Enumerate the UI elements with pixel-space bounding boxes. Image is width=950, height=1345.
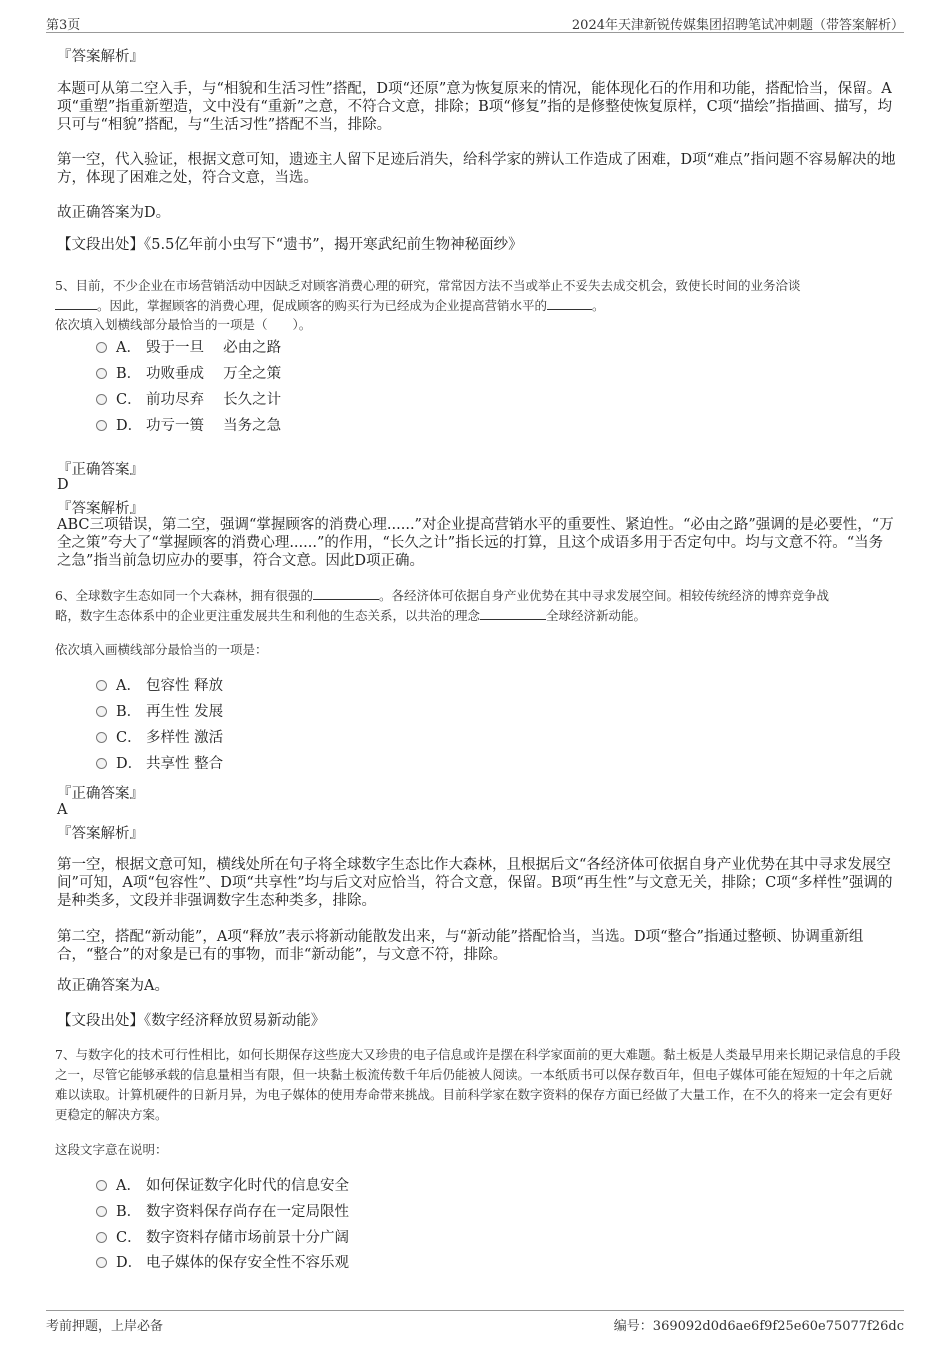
q4-analysis-p3: 故正确答案为D。 [57,205,171,221]
radio-icon[interactable] [96,758,107,769]
document-code: 编号：369092d0d6ae6f9f25e60e75077f26dc [613,1319,904,1334]
radio-icon[interactable] [96,420,107,431]
q5-option-a[interactable]: A． 毁于一旦 必由之路 [96,338,281,358]
page-number: 第3页 [46,18,81,33]
q6-blank-2 [480,607,546,620]
radio-icon[interactable] [96,706,107,717]
q7-option-a[interactable]: A． 如何保证数字化时代的信息安全 [96,1176,349,1196]
q5-stem-line1: 5、目前，不少企业在市场营销活动中因缺乏对顾客消费心理的研究，常常因方法不当或举止不妥失去成交机会，致使长时间的业务洽谈 [55,278,801,293]
q4-analysis-p2: 第一空，代入验证，根据文意可知，遗迹主人留下足迹后消失，给科学家的辨认工作造成了困难，D项“难点”指问题不容易解决的地方，体现了困难之处，符合文意，当选。 [57,152,896,186]
q6-option-a[interactable]: A． 包容性 释放 [96,676,223,696]
q5-stem-line2: 。因此，掌握顾客的消费心理，促成顾客的购买行为已经成为企业提高营销水平的 。 [55,296,903,316]
q4-analysis-title: 『答案解析』 [57,49,144,65]
q6-option-c[interactable]: C． 多样性 激活 [96,728,223,748]
q6-blank-1 [313,587,379,600]
q5-blank-2 [547,297,592,310]
radio-icon[interactable] [96,394,107,405]
q6-option-d[interactable]: D． 共享性 整合 [96,754,223,774]
q5-analysis-title: 『答案解析』 [57,501,144,517]
radio-icon[interactable] [96,732,107,743]
radio-icon[interactable] [96,1232,107,1243]
q6-prompt: 依次填入画横线部分最恰当的一项是： [55,642,268,657]
q7-stem: 7、与数字化的技术可行性相比，如何长期保存这些庞大又珍贵的电子信息或许是摆在科学家面前的更大难题。黏土板是人类最早用来长期记录信息的手段之一，尽管它能够承载的信息量相当有限，但一块黏土板流传数千年后仍能被人阅读。一本纸质书可以保存数百年，但电子媒体可能在短短的十年之后就难以读取。计算机硬件的日新月异，为电子媒体的使用寿命带来挑战。目前科学家在数字资料的保存方面已经做了大量工作，在不久的将来一定会有更好更稳定的解决方案。 [55,1047,901,1122]
q5-blank-1 [55,297,97,310]
q6-source: 【文段出处】《数字经济释放贸易新动能》 [57,1013,326,1029]
q5-answer-title: 『正确答案』 [57,462,144,478]
q5-analysis: ABC三项错误，第二空，强调“掌握顾客的消费心理......”对企业提高营销水平的重要性、紧迫性。“必由之路”强调的是必要性，“万全之策”夸大了“掌握顾客的消费心理......”的作用，“长久之计”指长远的打算，且这个成语多用于否定句中。均与文意不符。“当务之急”指当前急切应办的要事，符合文意。因此D项正确。 [57,517,894,569]
radio-icon[interactable] [96,1257,107,1268]
q6-option-b[interactable]: B． 再生性 发展 [96,702,223,722]
radio-icon[interactable] [96,1206,107,1217]
q7-option-b[interactable]: B． 数字资料保存尚存在一定局限性 [96,1202,349,1222]
q5-option-d[interactable]: D． 功亏一篑 当务之急 [96,416,281,436]
page-footer [46,1310,904,1333]
q6-analysis-p2: 第二空，搭配“新动能”，A项“释放”表示将新动能散发出来，与“新动能”搭配恰当，当选。D项“整合”指通过整顿、协调重新组合，“整合”的对象是已有的事物，而非“新动能”，与文意不符，排除。 [57,929,864,963]
document-title: 2024年天津新锐传媒集团招聘笔试冲刺题（带答案解析） [571,18,904,33]
radio-icon[interactable] [96,680,107,691]
q5-option-c[interactable]: C． 前功尽弃 长久之计 [96,390,281,410]
q6-analysis-p3: 故正确答案为A。 [57,978,169,994]
q7-prompt: 这段文字意在说明： [55,1142,168,1157]
q6-answer-title: 『正确答案』 [57,786,144,802]
q6-analysis-p1: 第一空，根据文意可知，横线处所在句子将全球数字生态比作大森林，且根据后文“各经济体可依据自身产业优势在其中寻求发展空间”可知，A项“包容性”、D项“共享性”均与后文对应恰当，符合文意，保留。B项“再生性”与文意无关，排除；C项“多样性”强调的是种类多，文段并非强调数字生态种类多，排除。 [57,857,893,909]
q4-analysis-p1: 本题可从第二空入手，与“相貌和生活习性”搭配，D项“还原”意为恢复原来的情况，能体现化石的作用和功能，搭配恰当，保留。A项“重塑”指重新塑造，文中没有“重新”之意，不符合文意，排除；B项“修复”指的是修整使恢复原样，C项“描绘”指描画、描写，均只可与“相貌”搭配，与“生活习性”搭配不当，排除。 [57,81,893,133]
page-header [46,12,904,33]
q5-prompt: 依次填入划横线部分最恰当的一项是（ ）。 [55,317,312,332]
q4-source: 【文段出处】《5.5亿年前小虫写下“遗书”，揭开寒武纪前生物神秘面纱》 [57,237,523,253]
q7-option-c[interactable]: C． 数字资料存储市场前景十分广阔 [96,1228,349,1248]
q6-stem: 6、全球数字生态如同一个大森林，拥有很强的 。各经济体可依据自身产业优势在其中寻求发展空间。相较传统经济的博弈竞争战 略，数字生态体系中的企业更注重发展共生和利他的生态关系，以共治的理念 全球经济新动能。 [55,588,829,623]
q6-analysis-title: 『答案解析』 [57,826,144,842]
q7-option-d[interactable]: D． 电子媒体的保存安全性不容乐观 [96,1253,349,1273]
q5-answer: D [57,477,69,493]
footer-slogan: 考前押题，上岸必备 [46,1319,164,1334]
q5-option-b[interactable]: B． 功败垂成 万全之策 [96,364,281,384]
radio-icon[interactable] [96,1180,107,1191]
q5-stem [55,276,903,316]
radio-icon[interactable] [96,342,107,353]
q6-answer: A [57,802,68,818]
radio-icon[interactable] [96,368,107,379]
